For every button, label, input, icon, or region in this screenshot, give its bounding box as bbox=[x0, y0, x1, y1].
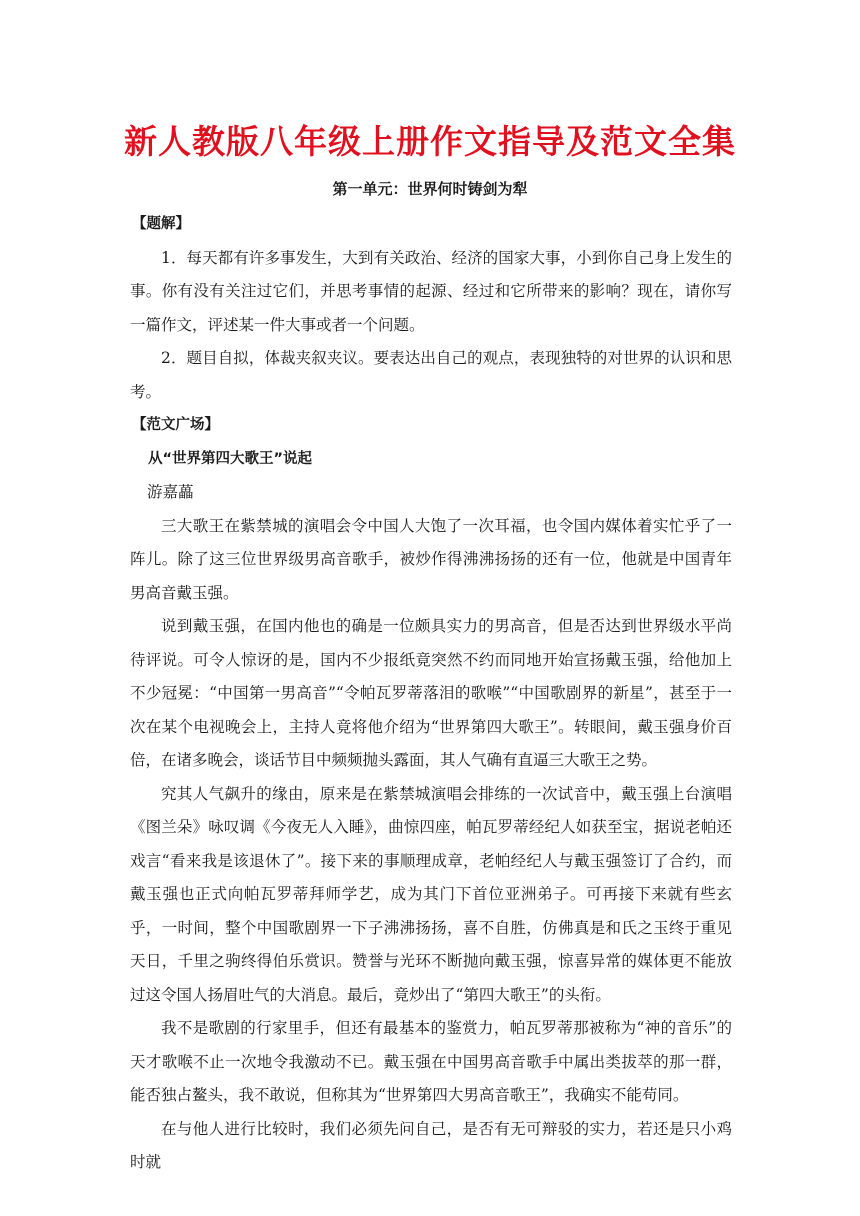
essay-paragraph: 三大歌王在紫禁城的演唱会令中国人大饱了一次耳福，也令国内媒体着实忙乎了一阵儿。除了这三位世界级男高音歌手，被炒作得沸沸扬扬的还有一位，他就是中国青年男高音戴玉强。 bbox=[130, 516, 732, 602]
section-heading-fanwen: 【范文广场】 bbox=[132, 417, 219, 433]
essay-title: 从“世界第四大歌王”说起 bbox=[148, 450, 313, 467]
essay-paragraph: 说到戴玉强，在国内他也的确是一位颇具实力的男高音，但是否达到世界级水平尚待评说。可令人惊讶的是，国内不少报纸竟突然不约而同地开始宣扬戴玉强，给他加上不少冠冕：“中国第一男高音”“令帕瓦罗蒂落泪的歌喉”“中国歌剧界的新星”，甚至于一次在某个电视晚会上，主持人竟将他介绍为“世界第四大歌王”。转眼间，戴玉强身价百倍，在诸多晚会，谈话节目中频频抛头露面，其人气确有直逼三大歌王之势。 bbox=[130, 617, 732, 769]
essay-paragraph: 究其人气飙升的缘由，原来是在紫禁城演唱会排练的一次试音中，戴玉强上台演唱《图兰朵》咏叹调《今夜无人入睡》，曲惊四座，帕瓦罗蒂经纪人如获至宝，据说老帕还戏言“看来我是该退休了”。接下来的事顺理成章，老帕经纪人与戴玉强签订了合约，而戴玉强也正式向帕瓦罗蒂拜师学艺，成为其门下首位亚洲弟子。可再接下来就有些玄乎，一时间，整个中国歌剧界一下子沸沸扬扬，喜不自胜，仿佛真是和氏之玉终于重见天日，千里之驹终得伯乐赏识。赞誉与光环不断抛向戴玉强，惊喜异常的媒体更不能放过这令国人扬眉吐气的大消息。最后，竟炒出了“第四大歌王”的头衔。 bbox=[130, 784, 732, 1004]
section-heading-tijie: 【题解】 bbox=[132, 216, 190, 232]
tijie-item-1: 1．每天都有许多事发生，大到有关政治、经济的国家大事，小到你自己身上发生的事。你有没有关注过它们，并思考事情的起源、经过和它所带来的影响？现在，请你写一篇作文，评述某一件大事或者一个问题。 bbox=[130, 248, 732, 334]
essay-author: 游嘉藟 bbox=[147, 483, 194, 501]
unit-title: 第一单元：世界何时铸剑为犁 bbox=[332, 180, 528, 198]
essay-paragraph: 我不是歌剧的行家里手，但还有最基本的鉴赏力，帕瓦罗蒂那被称为“神的音乐”的天才歌喉不止一次地令我激动不已。戴玉强在中国男高音歌手中属出类拔萃的那一群，能否独占鳌头，我不敢说，但称其为“世界第四大男高音歌王”，我确实不能苟同。 bbox=[130, 1019, 732, 1104]
document-body bbox=[130, 208, 732, 1180]
essay-paragraph: 在与他人进行比较时，我们必须先问自己，是否有无可辩驳的实力，若还是只小鸡时就 bbox=[130, 1119, 732, 1171]
tijie-item-2: 2．题目自拟，体裁夹叙夹议。要表达出自己的观点，表现独特的对世界的认识和思考。 bbox=[130, 349, 732, 401]
document-title: 新人教版八年级上册作文指导及范文全集 bbox=[124, 122, 736, 161]
